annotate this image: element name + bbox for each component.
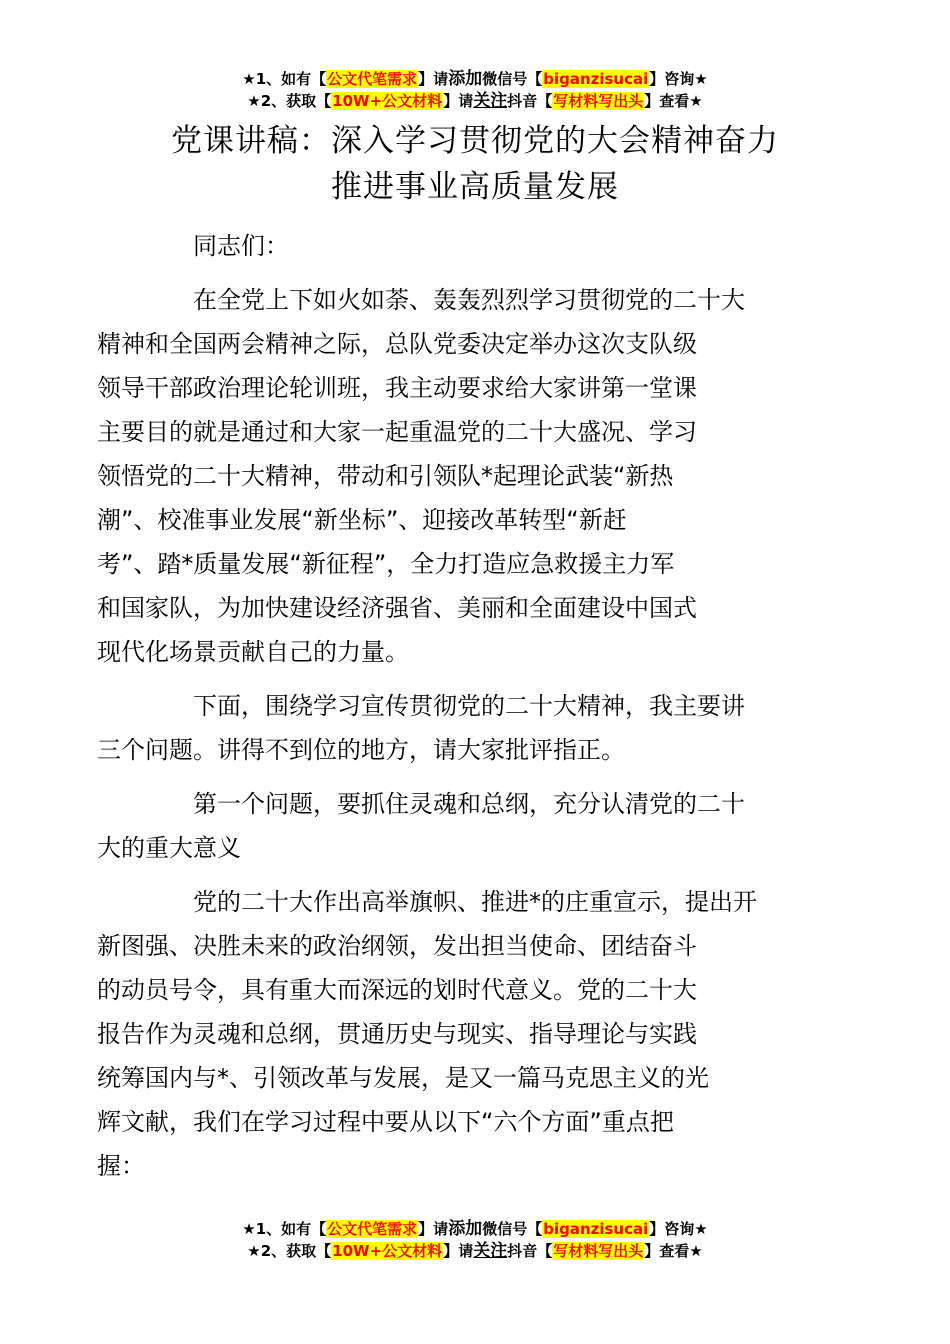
banner-text: 】查看★: [644, 92, 703, 110]
text-line: 大的重大意义: [97, 834, 241, 862]
text-line: 同志们：: [193, 232, 289, 260]
text-line: 党的二十大作出高举旗帜、推进*的庄重宣示，提出开: [193, 888, 757, 916]
paragraph-outline: [97, 684, 810, 772]
text-line: 精神和全国两会精神之际，总队党委决定举办这次支队级: [97, 330, 697, 358]
banner-text: 抖音【: [507, 1242, 553, 1260]
banner-text: ★2、获取【: [247, 1242, 332, 1260]
banner-highlight: 公文代笔需求: [327, 70, 418, 88]
banner-text: 】请: [418, 1220, 449, 1238]
text-line: 新图强、决胜未来的政治纲领，发出担当使命、团结奋斗: [97, 932, 697, 960]
bottom-banner: [0, 1218, 950, 1262]
banner-text: 】查看★: [644, 1242, 703, 1260]
text-line: 下面，围绕学习宣传贯彻党的二十大精神，我主要讲: [193, 692, 745, 720]
banner-text: 】请: [418, 70, 449, 88]
banner-text: 】请: [443, 92, 474, 110]
text-line: 辉文献，我们在学习过程中要从以下“六个方面”重点把: [97, 1108, 674, 1136]
text-line: 主要目的就是通过和大家一起重温党的二十大盛况、学习: [97, 418, 697, 446]
banner-text: 微信号【: [482, 1220, 543, 1238]
text-line: 领导干部政治理论轮训班，我主动要求给大家讲第一堂课: [97, 374, 697, 402]
banner-line-1: [0, 68, 950, 90]
banner-line-2: [0, 90, 950, 112]
text-line: 现代化场景贡献自己的力量。: [97, 638, 409, 666]
text-line: 考”、踏*质量发展“新征程”，全力打造应急救援主力军: [97, 550, 675, 578]
text-line: 潮”、校准事业发展“新坐标”、迎接改革转型“新赶: [97, 506, 627, 534]
banner-emphasis: 关注: [473, 1241, 508, 1261]
banner-emphasis: 关注: [473, 91, 508, 111]
banner-douyin-id: 写材料写出头: [553, 1242, 644, 1260]
banner-text: ★2、获取【: [247, 92, 332, 110]
banner-line-1: [0, 1218, 950, 1240]
top-banner: [0, 68, 950, 112]
banner-highlight: 10W+公文材料: [332, 92, 443, 110]
text-line: 和国家队，为加快建设经济强省、美丽和全面建设中国式: [97, 594, 697, 622]
text-line: 统筹国内与*、引领改革与发展，是又一篇马克思主义的光: [97, 1064, 709, 1092]
section-heading-1: [97, 782, 810, 870]
title-line-2: 推进事业高质量发展: [331, 169, 619, 205]
document-title: [0, 118, 950, 210]
text-line: 三个问题。讲得不到位的地方，请大家批评指正。: [97, 736, 625, 764]
text-line: 握：: [97, 1152, 145, 1180]
text-line: 的动员号令，具有重大而深远的划时代意义。党的二十大: [97, 976, 697, 1004]
paragraph-greeting: [145, 224, 810, 268]
banner-text: 微信号【: [482, 70, 543, 88]
text-line: 领悟党的二十大精神，带动和引领队*起理论武装“新热: [97, 462, 674, 490]
banner-text: 抖音【: [507, 92, 553, 110]
banner-wechat-id: biganzisucai: [543, 1220, 649, 1238]
banner-text: 】咨询★: [649, 70, 708, 88]
banner-emphasis: 添加: [448, 69, 483, 89]
banner-emphasis: 添加: [448, 1219, 483, 1239]
banner-wechat-id: biganzisucai: [543, 70, 649, 88]
banner-text: 】请: [443, 1242, 474, 1260]
document-body: [97, 224, 810, 1198]
banner-text: ★1、如有【: [242, 1220, 327, 1238]
banner-highlight: 10W+公文材料: [332, 1242, 443, 1260]
banner-text: 】咨询★: [649, 1220, 708, 1238]
text-line: 第一个问题，要抓住灵魂和总纲，充分认清党的二十: [193, 790, 745, 818]
title-line-1: 党课讲稿：深入学习贯彻党的大会精神奋力: [171, 123, 779, 159]
banner-line-2: [0, 1240, 950, 1262]
banner-douyin-id: 写材料写出头: [553, 92, 644, 110]
banner-highlight: 公文代笔需求: [327, 1220, 418, 1238]
banner-text: ★1、如有【: [242, 70, 327, 88]
paragraph-intro: [97, 278, 810, 674]
paragraph-significance: [97, 880, 810, 1188]
text-line: 在全党上下如火如荼、轰轰烈烈学习贯彻党的二十大: [193, 286, 745, 314]
text-line: 报告作为灵魂和总纲，贯通历史与现实、指导理论与实践: [97, 1020, 697, 1048]
